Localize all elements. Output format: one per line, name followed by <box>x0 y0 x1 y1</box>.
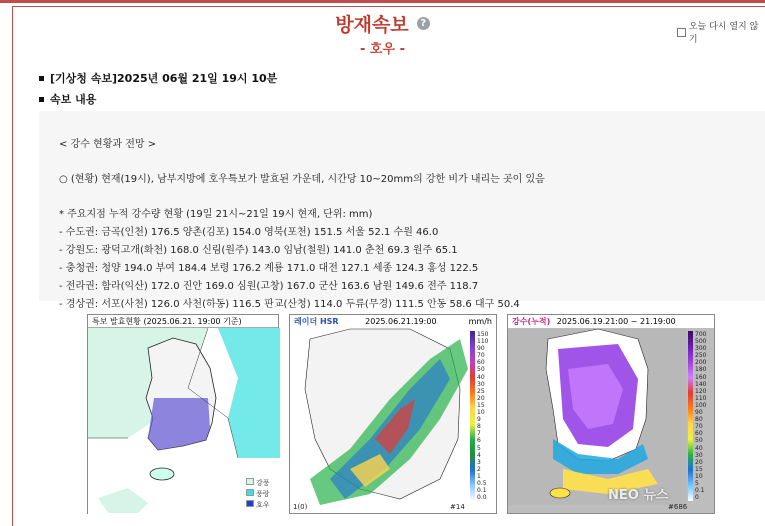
region-line: - 강원도: 광덕고개(화천) 168.0 신림(원주) 143.0 임남(철원) 141.0 춘천 69.3 원주 65.1 <box>59 245 458 256</box>
legend-swatch <box>246 478 254 485</box>
warning-map-legend <box>246 478 270 511</box>
bullet-square-icon <box>39 97 44 102</box>
bullet-square-icon <box>39 76 44 81</box>
top-accent-bar <box>0 0 765 3</box>
legend-item: 호우 <box>246 500 270 511</box>
radar-map <box>289 314 497 514</box>
legend-item: 풍랑 <box>246 489 270 500</box>
radar-map-unit: mm/h <box>468 317 492 326</box>
content-heading: < 강수 현황과 전망 > <box>59 139 157 150</box>
region-line: - 경상권: 서포(사천) 126.0 사천(하동) 116.5 판교(산청) 114.0 두류(무경) 111.5 안동 58.6 대구 50.4 <box>59 299 520 310</box>
region-line: - 수도권: 금곡(인천) 176.5 양촌(김포) 154.0 영북(포천) 151.5 서울 52.1 수원 46.0 <box>59 227 439 238</box>
warning-map <box>87 314 279 514</box>
content-status: ○ (현황) 현재(19시), 남부지방에 호우특보가 발효된 가운데, 시간당 10~20mm의 강한 비가 내리는 곳이 있음 <box>59 174 545 185</box>
radar-footer-right: #14 <box>450 503 465 511</box>
radar-map-time: 2025.06.21.19:00 <box>365 317 437 326</box>
page-subtitle: - 호우 - <box>360 42 405 57</box>
legend-swatch <box>246 500 254 507</box>
accum-map-time: 2025.06.19.21:00 ~ 21.19:00 <box>556 317 676 326</box>
no-show-today-label: 오늘 다시 열지 않기 <box>688 22 759 45</box>
radar-map-title: 레이더 HSR <box>294 317 339 326</box>
warning-map-title: 특보 발효현황 (2025.06.21. 19:00 기준) <box>88 315 278 328</box>
accum-map-graphic <box>508 329 686 505</box>
no-show-today-checkbox[interactable] <box>677 19 765 45</box>
section-label: 속보 내용 <box>50 93 97 106</box>
radar-map-graphic <box>290 329 468 505</box>
radar-scale <box>470 331 494 501</box>
accum-scale-labels: 700 500 300 250 200 180 160 140 120 110 100 90 80 70 60 50 40 30 20 15 10 5 0.1 0 <box>695 331 707 502</box>
title-row <box>0 10 765 37</box>
legend-swatch <box>246 489 254 496</box>
checkbox-icon[interactable] <box>677 28 686 37</box>
radar-footer-left: 1(0) <box>293 503 308 511</box>
accum-scale-bar <box>688 331 693 501</box>
content-note: * 주요지점 누적 강수량 현황 (19일 21시~21일 19시 현재, 단위: mm) <box>59 209 373 220</box>
accum-scale <box>688 331 712 501</box>
section-label-row <box>39 91 96 107</box>
radar-scale-bar <box>470 331 475 501</box>
news-watermark: NEO 뉴스 <box>608 488 669 503</box>
region-line: - 충청권: 청양 194.0 부여 184.4 보령 176.2 계룡 171.0 대전 127.1 세종 124.3 홍성 122.5 <box>59 263 479 274</box>
accum-map-title: 강수(누적) <box>512 317 551 326</box>
radar-scale-labels: 150 110 90 70 60 50 40 30 25 20 15 10 9 8 7 6 5 4 3 2 1 0.5 0.1 0.0 <box>477 331 489 502</box>
region-line: - 전라권: 함라(익산) 172.0 진안 169.0 심원(고창) 167.0 군산 163.6 남원 149.6 전주 118.7 <box>59 281 479 292</box>
radar-map-header <box>290 315 496 328</box>
accum-footer-right: #686 <box>668 503 688 511</box>
legend-item: 강풍 <box>246 478 270 489</box>
bulletin-issued-row <box>39 70 277 86</box>
page-title: 방재속보 <box>335 14 409 36</box>
bulletin-issued: [기상청 속보]2025년 06월 21일 19시 10분 <box>50 72 278 85</box>
bulletin-content[interactable] <box>39 111 765 310</box>
accum-map-header <box>508 315 714 328</box>
help-icon[interactable]: ? <box>417 17 430 30</box>
